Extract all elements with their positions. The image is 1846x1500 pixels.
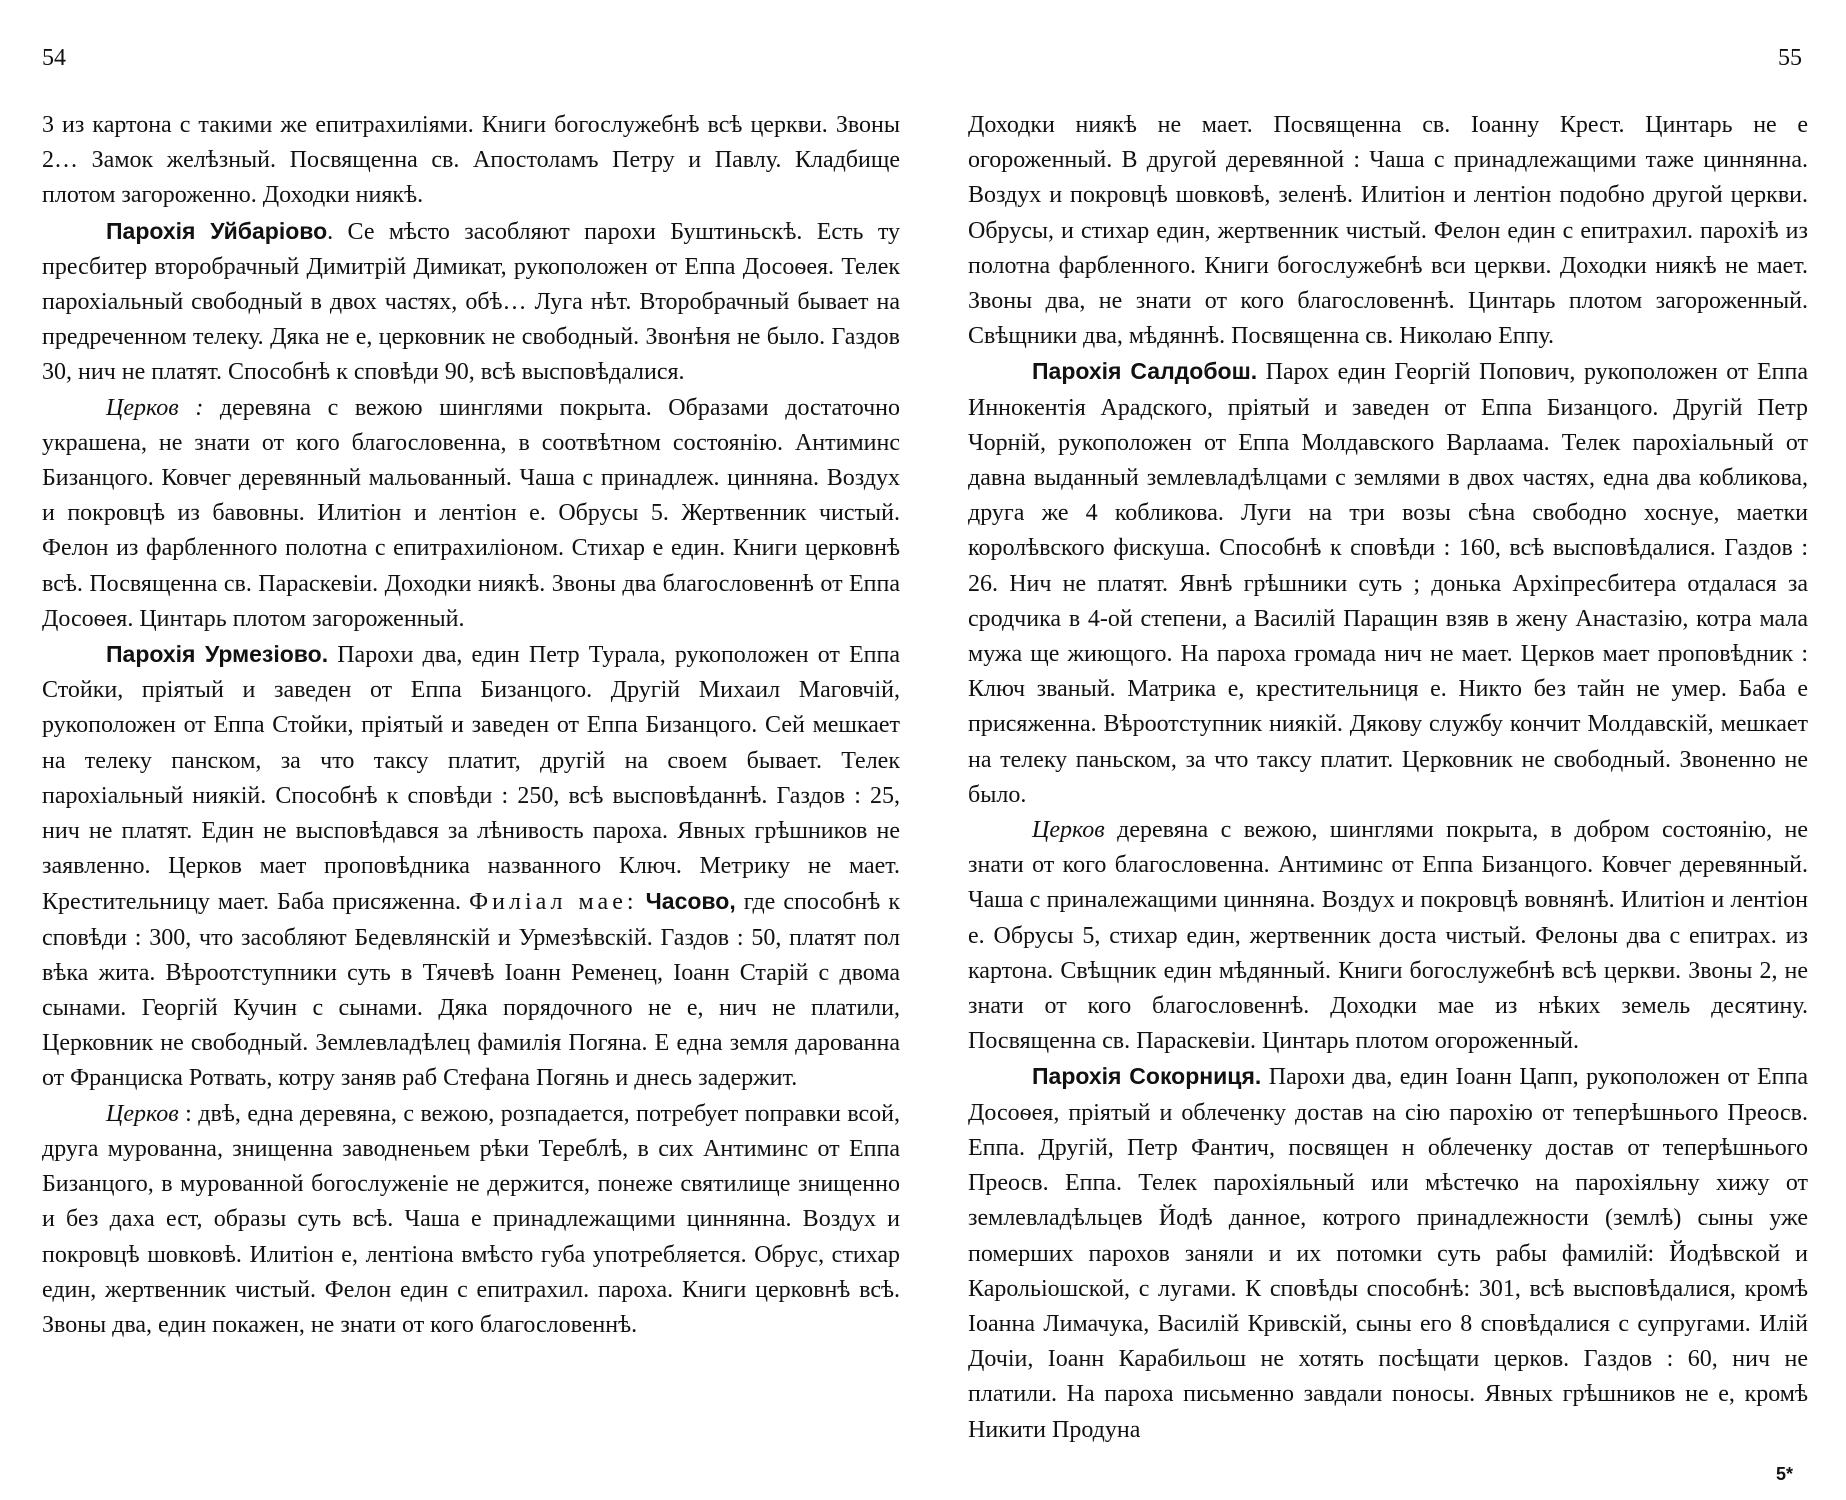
paragraph-text: 3 из картона с такими же епитрахиліями. Книги богослужебнѣ всѣ церкви. Звоны 2… Замок желѣзный. Посвященна св. Апостоламъ Петру и Павлу. Кладбище плотом загороженно. Доходки ниякѣ. bbox=[42, 112, 900, 209]
church-heading: Церков bbox=[1032, 817, 1105, 844]
paragraph-text: Парох един Георгій Попович, рукоположен от Еппа Иннокентія Арадского, пріятый и заведен от Еппа Бизанцого. Другій Петр Чорній, рукоположен от Еппа Молдавского Варлаама. Телек парохіальный от давна выданный землевладѣлцами с землями в двох частях, една два кобликова, друга же 4 кобликова. Луги на три возы сѣна свободно хоснуе, маетки королѣвского фискуша. Способнѣ к сповѣди : 160, всѣ высповѣдалися. Газдов : 26. Нич не платят. Явнѣ грѣшники суть ; донька Архіпресбитера отдалася за сродчика в 4-ой степени, а Василій Паращин взяв в жену Анастазію, котра мала мужа ще жиющого. На пароха громада нич не мает. Церков мает проповѣдник : Ключ званый. Матрика е, крестительниця е. Никто без тайн не умер. Баба е присяженна. Вѣроотступник ниякій. Дякову службу кончит Молдавскій, мешкает на телеку паньском, за что таксу платит. Церковник не свободный. Звоненно не было. bbox=[968, 359, 1808, 808]
paragraph-text: : двѣ, една деревяна, с вежою, розпадается, потребует поправки всой, друга мурованна, знищенна заводненьем рѣки Тереблѣ, в сих Антиминс от Еппа Бизанцого, в мурованной богослуженіе не держится, понеже святилище знищенно и без даха ест, образы суть всѣ. Чаша е принадлежащими циннянна. Воздух и покровцѣ шовковѣ. Илитіон е, лентіона вмѣсто губа употребляется. Обрус, стихар един, жертвенник чистый. Фелон един с епитрахил. пароха. Книги церковнѣ всѣ. Звоны два, един покажен, не знати от кого благословеннѣ. bbox=[42, 1100, 900, 1338]
church-heading: Церков : bbox=[106, 394, 204, 421]
church-entry bbox=[42, 391, 900, 637]
parish-entry bbox=[42, 637, 900, 1097]
paragraph-text: Парохи два, един Іоанн Цапп, рукоположен от Еппа Досоѳея, пріятый и облеченку достав на сію парохію от теперѣшнього Преосв. Еппа. Другій, Петр Фантич, посвящен н облеченку достав от теперѣшнього Преосв. Еппа. Телек парохіяльный или мѣстечко на парохіяльну хижу от землевладѣльцев Йодѣ данное, котрого принадлежности (землѣ) сыны уже померших парохов заняли и их потомки суть рабы фамилій: Йодѣвской и Карольіошской, с лугами. К сповѣды способнѣ: 301, всѣ высповѣдалися, кромѣ Іоанна Лимачука, Василій Кривскій, сыны его 8 сповѣдалися с супругами. Илій Дочіи, Іоанн Карабильош не хотять посѣщати церков. Газдов : 60, нич не платили. На пароха письменно завдали поносы. Явных грѣшников не е, кромѣ Никити Продуна bbox=[968, 1064, 1808, 1443]
paragraph-text: деревяна с вежою шинглями покрыта. Образами достаточно украшена, не знати от кого благословенна, в соотвѣтном состоянію. Антиминс Бизанцого. Ковчег деревянный мальованный. Чаша с принадлеж. цинняна. Воздух и покровцѣ из бавовны. Илитіон и лентіон е. Обрусы 5. Жертвенник чистый. Фелон из фарбленного полотна с епитрахиліоном. Стихар е един. Книги церковнѣ всѣ. Посвященна св. Параскевіи. Доходки ниякѣ. Звоны два благословеннѣ от Еппа Досоѳея. Цинтарь плотом загороженный. bbox=[42, 394, 900, 632]
paragraph bbox=[968, 108, 1808, 354]
paragraph-text: Парохи два, един Петр Турала, рукоположен от Еппа Стойки, пріятый и заведен от Еппа Бизанцого. Другій Михаил Маговчій, рукоположен от Еппа Стойки, пріятый и заведен от Еппа Бизанцого. Сей мешкает на телеку панском, за что таксу платит, другій на своем бывает. Телек парохіальный ниякій. Способнѣ к сповѣди : 250, всѣ высповѣданнѣ. Газдов : 25, нич не платят. Един не высповѣдався за лѣнивость пароха. Явных грѣшников не заявленно. Церков мает проповѣдника названного Ключ. Метрику не мает. Крестительницу мает. Баба присяженна. bbox=[42, 642, 900, 916]
page-number-right: 55 bbox=[1778, 45, 1802, 71]
parish-heading: Парохія Салдобош. bbox=[1032, 358, 1258, 385]
paragraph bbox=[42, 108, 900, 214]
parish-heading: Парохія Уйбаріово bbox=[106, 217, 328, 244]
parish-entry bbox=[968, 354, 1808, 813]
parish-entry bbox=[968, 1059, 1808, 1447]
paragraph-text: . Се мѣсто засобляют парохи Буштиньскѣ. Есть ту пресбитер второбрачный Димитрій Димикат, рукоположен от Еппа Досоѳея. Телек парохіальный свободный в двох частях, обѣ… Луга нѣт. Второбрачный бывает на предреченном телеку. Дяка не е, церковник не свободный. Звонѣня не было. Газдов 30, нич не платят. Способнѣ к сповѣди 90, всѣ высповѣдалися. bbox=[42, 218, 900, 386]
paragraph-text: деревяна с вежою, шинглями покрыта, в добром состоянію, не знати от кого благословенна. Антиминс от Еппа Бизанцого. Ковчег деревянный. Чаша с приналежащими цинняна. Воздух и покровцѣ вовнянѣ. Илитіон и лентіон е. Обрусы 5, стихар един, жертвенник доста чистый. Фелоны два с епитрах. из картона. Свѣщник един мѣдянный. Книги богослужебнѣ всѣ церкви. Звоны 2, не знати от кого благословеннѣ. Доходки мае из нѣких земель десятину. Посвященна св. Параскевіи. Цинтарь плотом огороженный. bbox=[968, 817, 1808, 1055]
parish-entry bbox=[42, 214, 900, 391]
left-page-column bbox=[42, 108, 900, 1343]
parish-heading: Парохія Сокорниця. bbox=[1032, 1063, 1262, 1090]
church-heading: Церков bbox=[106, 1100, 179, 1127]
printer-signature-mark: 5* bbox=[1776, 1464, 1794, 1484]
right-page-column bbox=[968, 108, 1808, 1448]
parish-heading: Парохія Урмезіово. bbox=[106, 641, 329, 668]
church-entry bbox=[968, 813, 1808, 1059]
page-number-left: 54 bbox=[42, 45, 66, 71]
paragraph-text: где способнѣ к сповѣди : 300, что засобляют Бедевлянскій и Урмезѣвскій. Газдов : 50, платят пол вѣка жита. Вѣроотступники суть в Тячевѣ Іоанн Ременец, Іоанн Старій с двома сынами. Георгій Кучин с сынами. Дяка порядочного не е, нич не платили, Церковник не свободный. Землевладѣлец фамилія Погяна. Е една земля дарованна от Франциска Ротвать, котру заняв раб Стефана Погянь и днесь задержит. bbox=[42, 889, 900, 1092]
filial-label: Филіал мае: bbox=[469, 889, 638, 916]
church-entry bbox=[42, 1097, 900, 1343]
filial-name: Часово, bbox=[645, 888, 736, 915]
paragraph-text: Доходки ниякѣ не мает. Посвященна св. Іоанну Крест. Цинтарь не е огороженный. В другой деревянной : Чаша с принадлежащими таже циннянна. Воздух и покровцѣ шовковѣ, зеленѣ. Илитіон и лентіон подобно другой церкви. Обрусы, и стихар един, жертвенник чистый. Фелон един с епитрахил. парохіѣ из полотна фарбленного. Книги богослужебнѣ вси церкви. Доходки ниякѣ не мает. Звоны два, не знати от кого благословеннѣ. Цинтарь плотом загороженный. Свѣщники два, мѣдяннѣ. Посвященна св. Николаю Еппу. bbox=[968, 112, 1808, 350]
